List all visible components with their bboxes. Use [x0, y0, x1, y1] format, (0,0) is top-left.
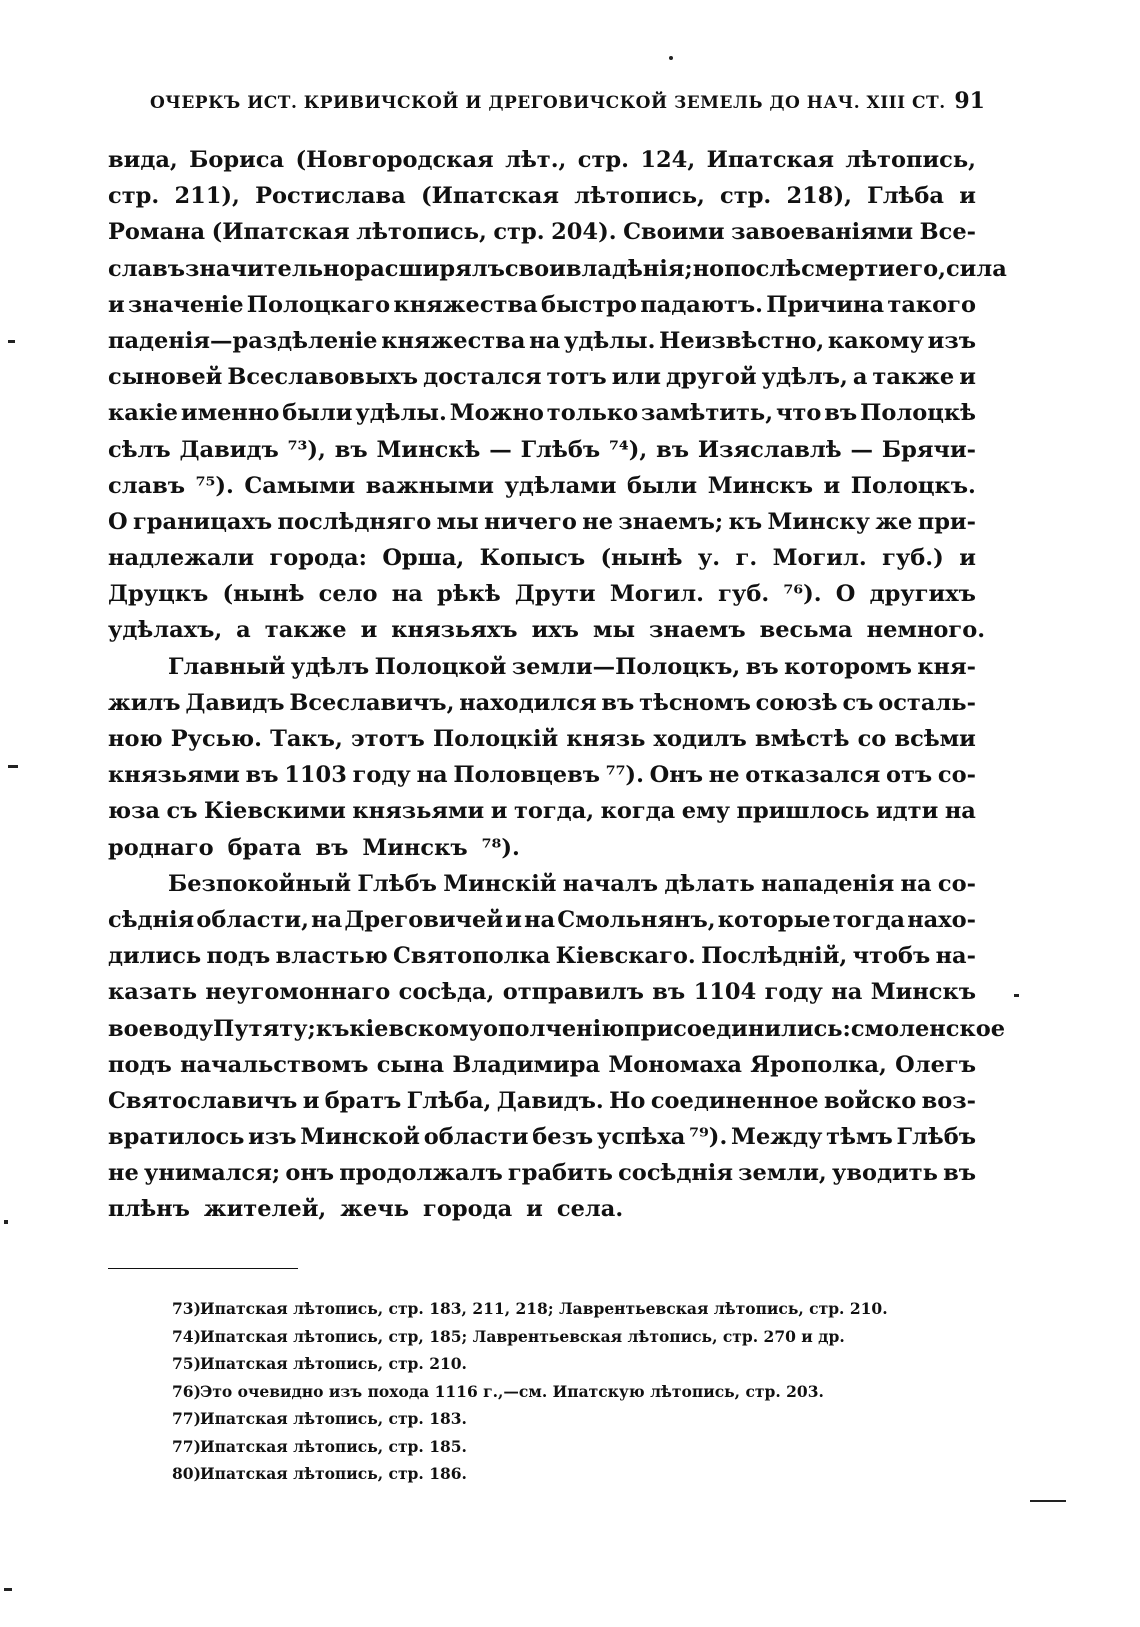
text-line: Главный удѣлъ Полоцкой земли—Полоцкъ, въ которомъ кня- — [168, 653, 976, 680]
text-line: не унимался; онъ продолжалъ грабить сосѣднія земли, уводить въ — [108, 1160, 976, 1187]
text-line: сыновей Всеславовыхъ достался тотъ или другой удѣлъ, а также и — [108, 364, 976, 391]
footnote-text: Ипатская лѣтопись, стр. 183. — [200, 1409, 467, 1428]
footnote — [172, 1460, 932, 1488]
footnote-mark: 77) — [172, 1436, 201, 1456]
text-line: удѣлахъ, а также и князьяхъ ихъ мы знаемъ весьма немного. — [108, 617, 986, 644]
text-line: Друцкъ (нынѣ село на рѣкѣ Друти Могил. губ. ⁷⁶). О другихъ — [108, 581, 976, 608]
text-line: паденія—раздѣленіе княжества на удѣлы. Неизвѣстно, какому изъ — [108, 327, 976, 354]
text-line: роднаго брата въ Минскъ ⁷⁸). — [108, 834, 520, 861]
footnote-mark: 76) — [172, 1381, 201, 1401]
footnote-mark: 77) — [172, 1409, 201, 1428]
footnote-text: Ипатская лѣтопись, стр. 183, 211, 218; Лаврентьевская лѣтопись, стр. 210. — [200, 1299, 888, 1318]
text-line: и значеніе Полоцкаго княжества быстро падаютъ. Причина такого — [108, 291, 976, 318]
text-line: подъ начальствомъ сына Владимира Мономаха Ярополка, Олегъ — [108, 1051, 976, 1078]
text-line: ною Русью. Такъ, этотъ Полоцкій князь ходилъ вмѣстѣ со всѣми — [108, 726, 976, 752]
text-line: казать неугомоннаго сосѣда, отправилъ въ 1104 году на Минскъ — [108, 979, 976, 1006]
text-line: Святославичъ и братъ Глѣба, Давидъ. Но соединенное войско воз- — [108, 1087, 976, 1114]
text-line: какіе именно были удѣлы. Можно только замѣтить, что въ Полоцкѣ — [108, 400, 976, 427]
text-line: О границахъ послѣдняго мы ничего не знаемъ; къ Минску же при- — [108, 508, 976, 535]
footnote-text: Ипатская лѣтопись, стр, 185; Лаврентьевская лѣтопись, стр. 270 и др. — [200, 1326, 845, 1346]
footnotes — [172, 1295, 932, 1488]
footnote — [172, 1323, 932, 1351]
running-header — [150, 88, 985, 118]
footnote-mark: 75) — [172, 1354, 201, 1373]
footnote — [172, 1350, 932, 1378]
footnote-text: Это очевидно изъ похода 1116 г.,—см. Ипатскую лѣтопись, стр. 203. — [200, 1381, 824, 1401]
scan-mark — [4, 1220, 8, 1224]
footnote-text: Ипатская лѣтопись, стр. 186. — [200, 1464, 467, 1483]
scan-mark — [8, 765, 18, 768]
text-line: вида, Бориса (Новгородская лѣт., стр. 124, Ипатская лѣтопись, — [108, 147, 976, 173]
footnote — [172, 1295, 932, 1323]
text-line: Романа (Ипатская лѣтопись, стр. 204). Своими завоеваніями Все- — [108, 219, 976, 246]
page-number: 91 — [954, 88, 985, 114]
text-line: дились подъ властью Святополка Кіевскаго. Послѣдній, чтобъ на- — [108, 943, 976, 970]
text-line: сѣднія области, на Дреговичей и на Смольнянъ, которые тогда нахо- — [108, 906, 976, 933]
text-line: жилъ Давидъ Всеславичъ, находился въ тѣсномъ союзѣ съ осталь- — [108, 689, 976, 716]
text-line: юза съ Кіевскими князьями и тогда, когда ему пришлось идти на — [108, 798, 976, 825]
footnote-mark: 73) — [172, 1299, 201, 1318]
text-line: славъ ⁷⁵). Самыми важными удѣлами были Минскъ и Полоцкъ. — [108, 472, 976, 499]
scan-mark — [1014, 994, 1019, 997]
text-line: плѣнъ жителей, жечь города и села. — [108, 1196, 624, 1223]
scan-mark — [1030, 1500, 1066, 1502]
text-line: вратилось изъ Минской области безъ успѣха ⁷⁹). Между тѣмъ Глѣбъ — [108, 1124, 976, 1151]
text-line: сѣлъ Давидъ ⁷³), въ Минскѣ — Глѣбъ ⁷⁴), въ Изяславлѣ — Брячи- — [108, 436, 976, 463]
footnote — [172, 1433, 932, 1461]
footnote-text: Ипатская лѣтопись, стр. 185. — [200, 1436, 467, 1456]
text-line: Безпокойный Глѣбъ Минскій началъ дѣлать нападенія на со- — [168, 870, 976, 897]
footnote — [172, 1405, 932, 1433]
scan-mark — [669, 56, 673, 60]
footnote-text: Ипатская лѣтопись, стр. 210. — [200, 1354, 467, 1373]
footnote-divider — [108, 1268, 298, 1269]
footnote-mark: 74) — [172, 1326, 201, 1346]
scan-mark — [8, 340, 15, 343]
text-line: воеводу Путяту; къ кіевскому ополченію присоединились: смоленское — [108, 1015, 1006, 1042]
footnote-mark: 80) — [172, 1464, 201, 1483]
text-line: надлежали города: Орша, Копысъ (нынѣ у. г. Могил. губ.) и — [108, 545, 976, 572]
footnote — [172, 1378, 932, 1406]
text-line: славъ значительно расширялъ свои владѣнія; но послѣ смерти его, сила — [108, 255, 1007, 282]
running-header-title: ОЧЕРКЪ ИСТ. КРИВИЧСКОЙ И ДРЕГОВИЧСКОЙ ЗЕМЕЛЬ ДО НАЧ. XIII СТ. — [150, 93, 946, 113]
text-line: князьями въ 1103 году на Половцевъ ⁷⁷). Онъ не отказался отъ со- — [108, 762, 976, 789]
body-text — [108, 142, 1007, 1228]
text-line: стр. 211), Ростислава (Ипатская лѣтопись, стр. 218), Глѣба и — [108, 183, 976, 210]
scan-mark — [4, 1588, 12, 1591]
